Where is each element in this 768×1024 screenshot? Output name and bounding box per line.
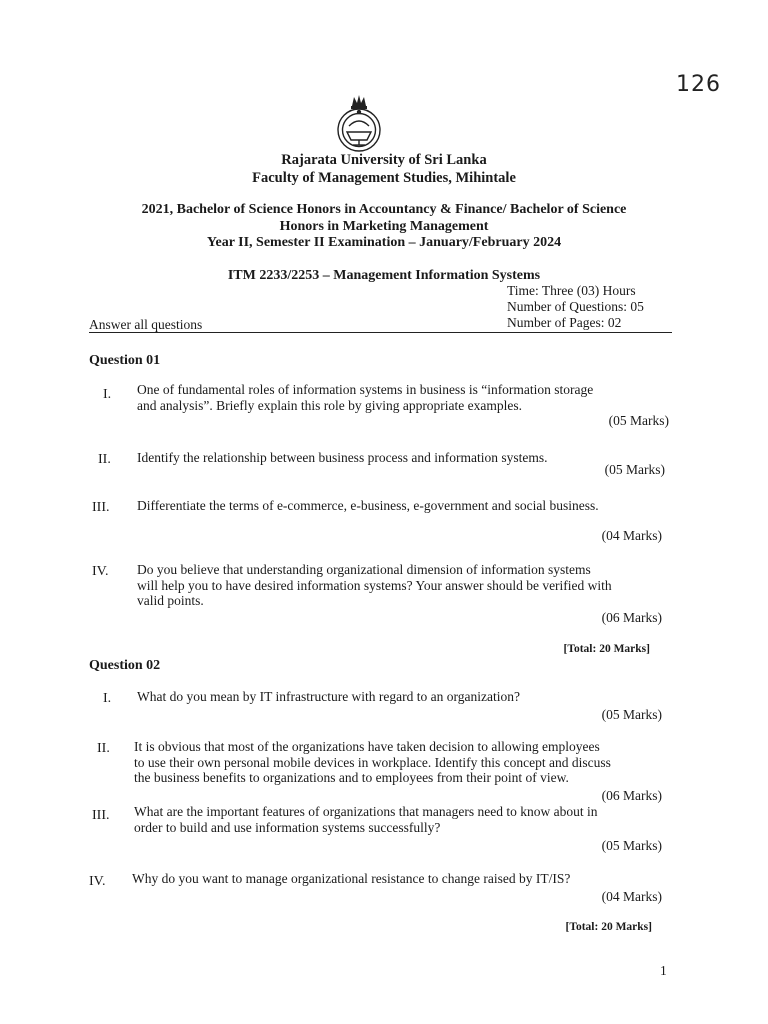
q1-item-2-line-1: Identify the relationship between business process and information systems.	[137, 450, 548, 465]
q1-item-3-line-1: Differentiate the terms of e-commerce, e-business, e-government and social business.	[137, 498, 599, 513]
program-line-1: 2021, Bachelor of Science Honors in Accountancy & Finance/ Bachelor of Science	[141, 202, 627, 217]
q1-item-2-number: II.	[98, 452, 111, 467]
q2-item-3-line-2: order to build and use information systems successfully?	[134, 819, 441, 835]
program-line-2: Honors in Marketing Management	[279, 219, 489, 234]
q2-item-3-line-1: What are the important features of organizations that managers need to know about in	[134, 804, 598, 819]
q1-item-1-marks: (05 Marks)	[608, 413, 669, 428]
q2-item-1-number: I.	[103, 691, 112, 706]
q1-item-1-number: I.	[103, 387, 112, 402]
q1-item-1-line-2: and analysis”. Briefly explain this role by giving appropriate examples.	[137, 397, 523, 413]
number-of-pages: Number of Pages: 02	[507, 315, 622, 330]
q2-item-2-marks: (06 Marks)	[601, 788, 662, 803]
question-2-title: Question 02	[89, 658, 161, 673]
q1-item-2-marks: (05 Marks)	[604, 462, 665, 477]
course-title: ITM 2233/2253 – Management Information Systems	[227, 268, 541, 283]
question-1-title: Question 01	[89, 353, 161, 368]
q2-item-4-marks: (04 Marks)	[601, 889, 662, 904]
q1-item-1-line-1: One of fundamental roles of information systems in business is “information storage	[137, 382, 594, 397]
q1-item-4-number: IV.	[92, 564, 109, 579]
q2-item-4-line-1: Why do you want to manage organizational resistance to change raised by IT/IS?	[132, 871, 571, 886]
q2-item-2-line-2: to use their own personal mobile devices in workplace. Identify this concept and discuss	[134, 754, 611, 770]
q1-item-4-line-2: will help you to have desired information systems? Your answer should be verified with	[137, 577, 612, 593]
q2-item-2-text	[134, 739, 679, 786]
page-code: 126	[676, 72, 721, 97]
faculty-name: Faculty of Management Studies, Mihintale	[252, 170, 516, 186]
q1-item-3-text	[137, 498, 677, 514]
q1-item-4-marks: (06 Marks)	[601, 610, 662, 625]
q1-item-3-marks: (04 Marks)	[601, 528, 662, 543]
q1-item-4-line-1: Do you believe that understanding organizational dimension of information systems	[137, 562, 591, 577]
q1-item-3-number: III.	[92, 500, 110, 515]
q2-item-3-text	[134, 804, 679, 835]
q1-item-1-text	[137, 382, 677, 413]
q1-item-4-line-3: valid points.	[137, 593, 204, 608]
q2-item-2-line-1: It is obvious that most of the organizations have taken decision to allowing employees	[134, 739, 600, 754]
university-name: Rajarata University of Sri Lanka	[281, 152, 487, 168]
number-of-questions: Number of Questions: 05	[507, 299, 644, 314]
q2-item-1-text	[137, 689, 677, 705]
page-number: 1	[660, 963, 667, 978]
q1-item-4-text	[137, 562, 677, 609]
header-rule	[89, 332, 672, 333]
exam-title: Year II, Semester II Examination – January/February 2024	[206, 235, 562, 250]
q2-item-1-line-1: What do you mean by IT infrastructure with regard to an organization?	[137, 689, 520, 704]
q1-item-2-text	[137, 450, 677, 466]
q2-item-1-marks: (05 Marks)	[601, 707, 662, 722]
q2-item-4-number: IV.	[89, 874, 106, 889]
exam-time: Time: Three (03) Hours	[507, 283, 636, 298]
q2-item-4-text	[132, 871, 677, 887]
university-crest-icon	[334, 92, 384, 154]
q1-total: [Total: 20 Marks]	[563, 643, 650, 655]
q2-item-2-number: II.	[97, 741, 110, 756]
instruction: Answer all questions	[89, 317, 203, 332]
q2-total: [Total: 20 Marks]	[565, 921, 652, 933]
q2-item-3-marks: (05 Marks)	[601, 838, 662, 853]
q2-item-3-number: III.	[92, 808, 110, 823]
q2-item-2-line-3: the business benefits to organizations and to employees from their point of view.	[134, 770, 569, 785]
